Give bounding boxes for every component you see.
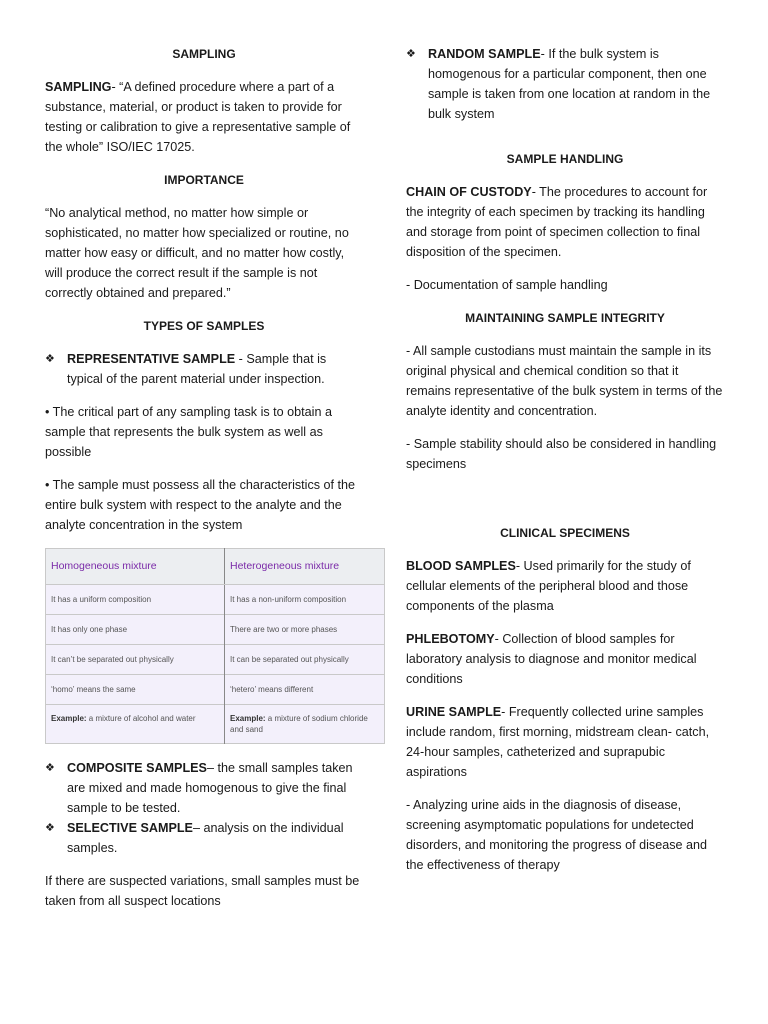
urine-term: URINE SAMPLE <box>406 705 502 719</box>
table-header: Heterogeneous mixture <box>225 549 385 585</box>
blood-term: BLOOD SAMPLES <box>406 559 516 573</box>
table-cell: It has a non-uniform composition <box>225 585 385 615</box>
phlebotomy-text: - Collection of blood samples for laboratory analysis to diagnose and monitor medical conditions <box>406 632 697 686</box>
integrity-heading: MAINTAINING SAMPLE INTEGRITY <box>465 311 665 325</box>
selective-text: – analysis on the individual samples. <box>67 821 344 855</box>
sampling-definition <box>45 77 363 157</box>
custody-term: CHAIN OF CUSTODY <box>406 185 532 199</box>
example-left: a mixture of alcohol and water <box>86 714 196 723</box>
representative-term: REPRESENTATIVE SAMPLE <box>67 352 236 366</box>
importance-heading: IMPORTANCE <box>164 173 244 187</box>
characteristics-point: • The sample must possess all the characteristics of the entire bulk system with respect to the analyte and the analyte concentration in the system <box>45 478 356 532</box>
definition-text: - “A defined procedure where a part of a substance, material, or product is taken to provide for testing or calibration to give a representative sample of the whole” ISO/IEC 17025. <box>45 80 351 154</box>
table-cell <box>46 705 225 744</box>
selective-bullet <box>45 818 363 858</box>
phlebotomy-paragraph <box>406 629 724 689</box>
critical-point: • The critical part of any sampling task is to obtain a sample that represents the bulk system as well as possible <box>45 405 332 459</box>
integrity-text-2: - Sample stability should also be considered in handling specimens <box>406 437 717 471</box>
example-label: Example: <box>230 714 266 723</box>
example-label: Example: <box>51 714 87 723</box>
urine-paragraph <box>406 702 724 782</box>
mixture-table <box>45 548 385 744</box>
random-bullet <box>406 44 724 124</box>
right-column <box>406 44 724 888</box>
random-text: - If the bulk system is homogenous for a particular component, then one sample is taken from one location at random in the bulk system <box>428 47 711 121</box>
urine-text: - Frequently collected urine samples include random, first morning, midstream clean- catch, 24-hour samples, catheterized and suprapubic aspirations <box>406 705 710 779</box>
table-cell: It has only one phase <box>46 615 225 645</box>
random-term: RANDOM SAMPLE <box>428 47 541 61</box>
table-cell: There are two or more phases <box>225 615 385 645</box>
handling-heading: SAMPLE HANDLING <box>506 152 624 166</box>
example-right: a mixture of sodium chloride and sand <box>230 714 368 734</box>
sampling-title: SAMPLING <box>172 47 236 61</box>
documentation-text: - Documentation of sample handling <box>406 278 608 292</box>
diamond-bullet-icon: ❖ <box>45 762 55 774</box>
table-cell: It can be separated out physically <box>225 645 385 675</box>
table-cell: ‘homo’ means the same <box>46 675 225 705</box>
blood-text: - Used primarily for the study of cellular elements of the peripheral blood and those components of the plasma <box>406 559 691 613</box>
clinical-heading: CLINICAL SPECIMENS <box>500 526 630 540</box>
table-header-row <box>46 549 385 585</box>
diamond-bullet-icon: ❖ <box>45 822 55 834</box>
table-row <box>46 585 385 615</box>
custody-paragraph <box>406 182 724 262</box>
table-row-example <box>46 705 385 744</box>
selective-term: SELECTIVE SAMPLE <box>67 821 193 835</box>
custody-text: - The procedures to account for the integrity of each specimen by tracking its handling and storage from point of specimen collection to final disposition of the specimen. <box>406 185 708 259</box>
left-column <box>45 44 368 924</box>
diamond-bullet-icon: ❖ <box>406 48 416 60</box>
table-row <box>46 675 385 705</box>
importance-text: “No analytical method, no matter how simple or sophisticated, no matter how specialized or routine, no matter how easy or difficult, and no matter how costly, will produce the correct result if the sample is not correctly obtained and prepared.” <box>45 206 349 300</box>
blood-paragraph <box>406 556 724 616</box>
definition-term: SAMPLING <box>45 80 112 94</box>
closing-text: If there are suspected variations, small samples must be taken from all suspect locations <box>45 874 360 908</box>
types-heading: TYPES OF SAMPLES <box>143 319 265 333</box>
diamond-bullet-icon: ❖ <box>45 353 55 365</box>
table-row <box>46 645 385 675</box>
composite-bullet <box>45 758 363 818</box>
urine-analysis-text: - Analyzing urine aids in the diagnosis of disease, screening asymptomatic populations for undetected disorders, and monitoring the progress of disease and the effectiveness of therapy <box>406 798 708 872</box>
table-cell: It can’t be separated out physically <box>46 645 225 675</box>
integrity-text-1: - All sample custodians must maintain the sample in its original physical and chemical condition so that it remains representative of the bulk system in terms of the analyte identity and concentration. <box>406 344 723 418</box>
phlebotomy-term: PHLEBOTOMY <box>406 632 495 646</box>
representative-bullet <box>45 349 363 389</box>
table-cell: It has a uniform composition <box>46 585 225 615</box>
representative-text: - Sample that is typical of the parent material under inspection. <box>67 352 327 386</box>
table-cell <box>225 705 385 744</box>
table-row <box>46 615 385 645</box>
table-header: Homogeneous mixture <box>46 549 225 585</box>
composite-term: COMPOSITE SAMPLES <box>67 761 207 775</box>
table-cell: ‘hetero’ means different <box>225 675 385 705</box>
composite-text: – the small samples taken are mixed and made homogenous to give the final sample to be tested. <box>67 761 353 815</box>
